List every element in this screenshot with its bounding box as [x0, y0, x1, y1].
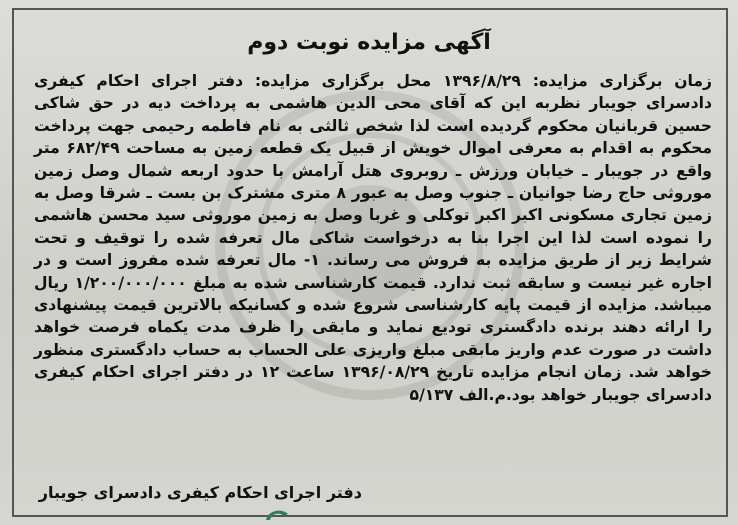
issuing-office-signature: دفتر اجرای احکام کیفری دادسرای جویبار — [38, 483, 362, 502]
notice-title: آگهی مزایده نوبت دوم — [247, 30, 491, 55]
green-logo-mark-icon — [262, 506, 292, 522]
notice-body: زمان برگزاری مزایده: ۱۳۹۶/۸/۲۹ محل برگزاری مزایده: دفتر اجرای احکام کیفری دادسرای جویبار نظربه این که آقای محی الدین هاشمی به پرداخت دیه در حق شاکی حسین قربانیان محکوم گردیده است لذا شخص ثالثی به نام فاطمه رحیمی جهت پرداخت محکوم به اقدام به معرفی اموال خویش از قبیل یک قطعه زمین به مساحت ۶۸۲/۴۹ متر واقع در جویبار ـ خیابان ورزش ـ روبروی هتل آرامش با حدود اربعه شمال وصل زمین موروثی حاج رضا جوانیان ـ جنوب وصل به عبور ۸ متری مشترک بن بست ـ شرقا وصل به زمین تجاری مسکونی اکبر اکبر توکلی و غربا وصل به زمین موروثی سید محسن هاشمی را نموده است لذا این اجرا بنا به درخواست شاکی مال تعرفه شده را توقیف و تحت شرایط زیر از طریق مزایده به فروش می رساند. ۱- مال تعرفه شده مفروز است و در اجاره غیر نیست و سابقه ثبت ندارد. قیمت کارشناسی شده به مبلغ ۱/۲۰۰/۰۰۰/۰۰۰ ریال میباشد. مزایده از قیمت پایه کارشناسی شروع شده و کسانیکه بالاترین قیمت پیشنهادی را ارائه دهند برنده دادگستری تودیع نماید و مابقی را ظرف مدت یکماه فرصت خواهد داشت در صورت عدم واریز مابقی مبلغ واریزی علی الحساب به حساب دادگستری منظور خواهد شد. زمان انجام مزایده تاریخ ۱۳۹۶/۰۸/۲۹ ساعت ۱۲ در دفتر اجرای احکام کیفری دادسرای جویبار خواهد بود.م.الف ۵/۱۳۷ — [34, 72, 713, 404]
